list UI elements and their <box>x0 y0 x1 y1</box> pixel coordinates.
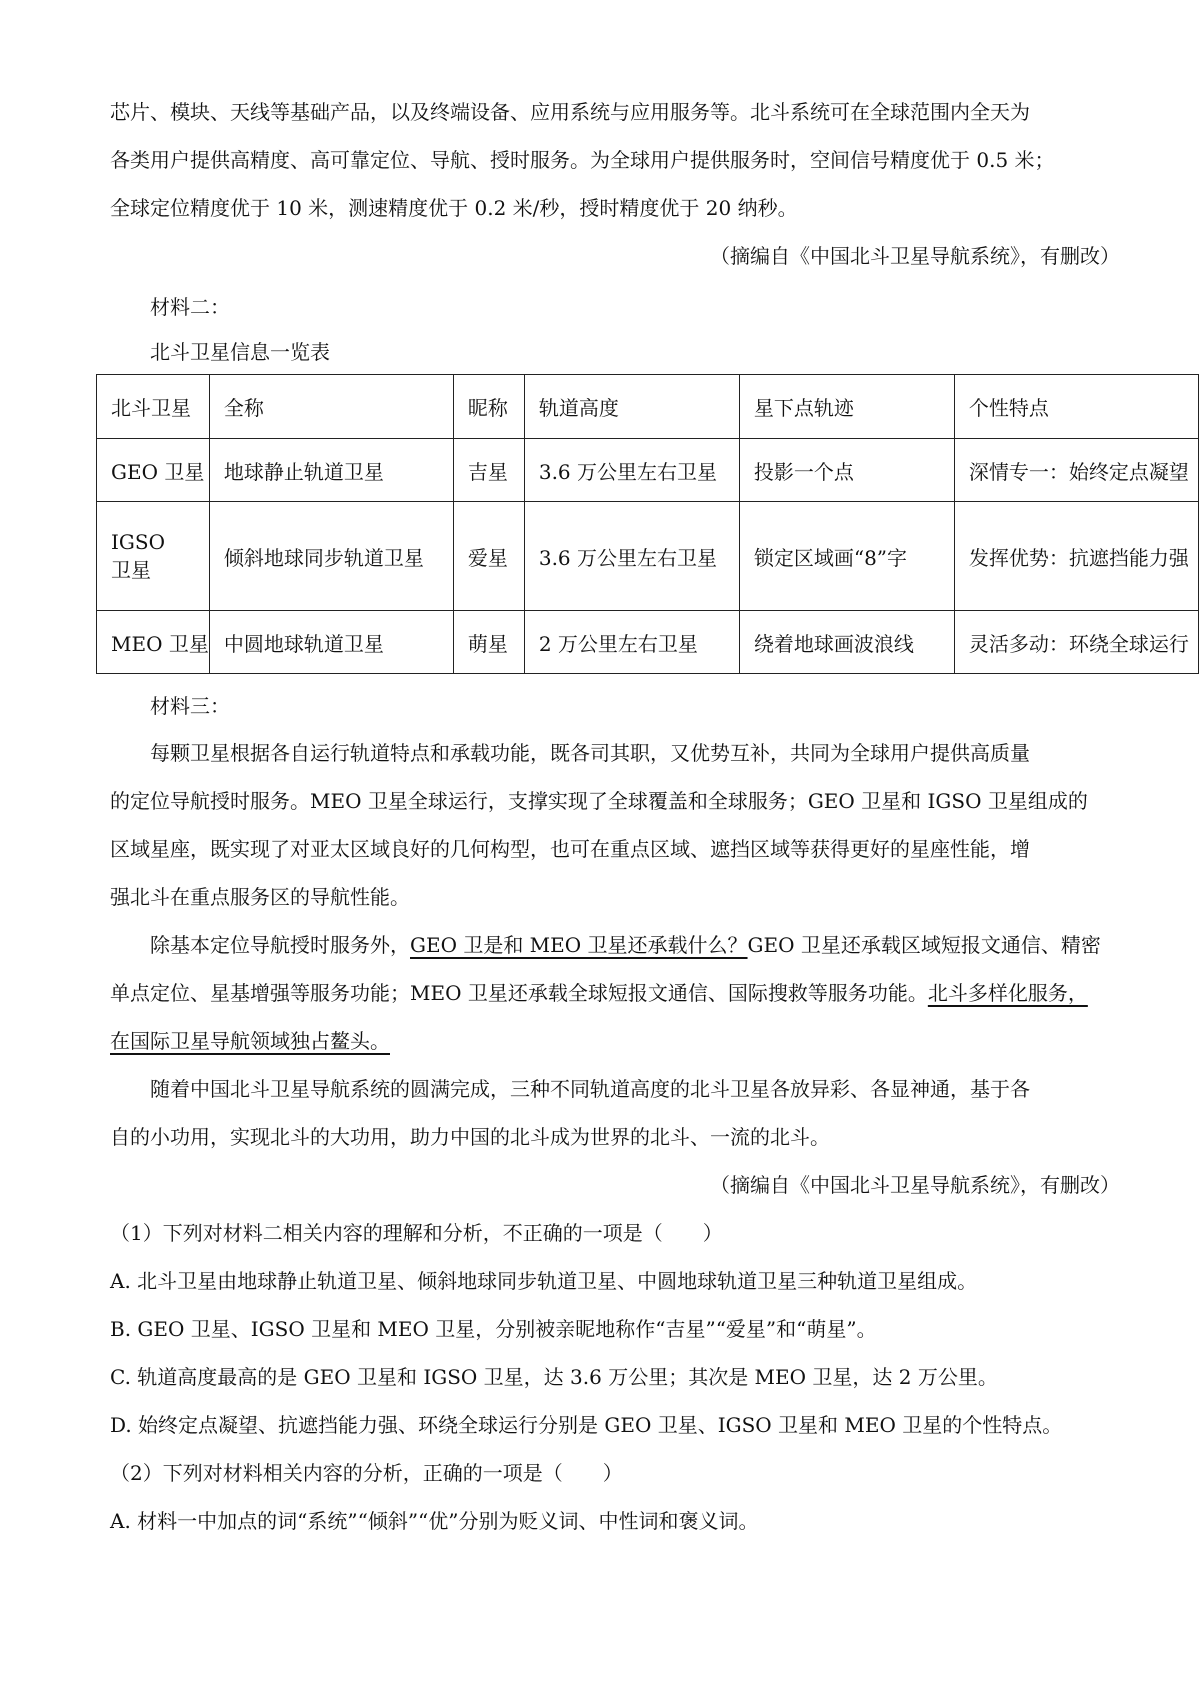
material-label: 材料二： <box>150 295 230 319</box>
table-cell: MEO 卫星 <box>97 611 210 674</box>
table-cell: 深情专一：始终定点凝望 <box>954 439 1198 502</box>
paragraph-line <box>150 930 1150 960</box>
table-header-cell: 个性特点 <box>954 375 1198 439</box>
table-header-cell: 昵称 <box>453 375 524 439</box>
table-cell: 绕着地球画波浪线 <box>739 611 954 674</box>
table-cell: 投影一个点 <box>739 439 954 502</box>
table-cell: 2 万公里左右卫星 <box>524 611 739 674</box>
paragraph-line: 自的小功用，实现北斗的大功用，助力中国的北斗成为世界的北斗、一流的北斗。 <box>110 1125 830 1149</box>
paragraph-line: 芯片、模块、天线等基础产品，以及终端设备、应用系统与应用服务等。北斗系统可在全球范围内全天为 <box>110 100 1030 124</box>
table-cell: 灵活多动：环绕全球运行 <box>954 611 1198 674</box>
paragraph-line: 全球定位精度优于 10 米，测速精度优于 0.2 米/秒，授时精度优于 20 纳秒。 <box>110 196 798 220</box>
text-run: 单点定位、星基增强等服务功能；MEO 卫星还承载全球短报文通信、国际搜救等服务功能。 <box>110 981 928 1005</box>
underlined-text: 在国际卫星导航领域独占鳌头。 <box>110 1029 390 1053</box>
table-cell: 发挥优势：抗遮挡能力强 <box>954 502 1198 611</box>
answer-option: D. 始终定点凝望、抗遮挡能力强、环绕全球运行分别是 GEO 卫星、IGSO 卫星和 MEO 卫星的个性特点。 <box>110 1413 1063 1437</box>
paragraph-line: 的定位导航授时服务。MEO 卫星全球运行，支撑实现了全球覆盖和全球服务；GEO 卫星和 IGSO 卫星组成的 <box>110 789 1088 813</box>
answer-option: C. 轨道高度最高的是 GEO 卫星和 IGSO 卫星，达 3.6 万公里；其次是 MEO 卫星，达 2 万公里。 <box>110 1365 998 1389</box>
table-cell: 中圆地球轨道卫星 <box>209 611 453 674</box>
paragraph-line: 强北斗在重点服务区的导航性能。 <box>110 885 410 909</box>
table-cell: 爱星 <box>453 502 524 611</box>
paragraph-line: 随着中国北斗卫星导航系统的圆满完成，三种不同轨道高度的北斗卫星各放异彩、各显神通，基于各 <box>150 1077 1030 1101</box>
table-cell: 萌星 <box>453 611 524 674</box>
paragraph-line <box>110 1026 1110 1056</box>
table-header-row <box>97 375 1199 439</box>
answer-option: A. 材料一中加点的词“系统”“倾斜”“优”分别为贬义词、中性词和褒义词。 <box>110 1509 759 1533</box>
source-citation: （摘编自《中国北斗卫星导航系统》，有删改） <box>710 244 1120 268</box>
paragraph-line: 每颗卫星根据各自运行轨道特点和承载功能，既各司其职，又优势互补，共同为全球用户提供高质量 <box>150 741 1030 765</box>
table-header-cell: 轨道高度 <box>524 375 739 439</box>
source-citation: （摘编自《中国北斗卫星导航系统》，有删改） <box>710 1173 1120 1197</box>
question-stem: （2）下列对材料相关内容的分析，正确的一项是（ ） <box>110 1461 623 1485</box>
paragraph-line: 区域星座，既实现了对亚太区域良好的几何构型，也可在重点区域、遮挡区域等获得更好的星座性能，增 <box>110 837 1030 861</box>
table-header-cell: 全称 <box>209 375 453 439</box>
table-row <box>97 439 1199 502</box>
table-header-cell: 北斗卫星 <box>97 375 210 439</box>
table-header-cell: 星下点轨迹 <box>739 375 954 439</box>
underlined-text: GEO 卫是和 MEO 卫星还承载什么？ <box>410 933 748 957</box>
table-title: 北斗卫星信息一览表 <box>150 340 330 364</box>
table-cell: 吉星 <box>453 439 524 502</box>
answer-option: B. GEO 卫星、IGSO 卫星和 MEO 卫星，分别被亲昵地称作“吉星”“爱星”和“萌星”。 <box>110 1317 877 1341</box>
table-row <box>97 502 1199 611</box>
paragraph-line: 各类用户提供高精度、高可靠定位、导航、授时服务。为全球用户提供服务时，空间信号精度优于 0.5 米； <box>110 148 1055 172</box>
question-stem: （1）下列对材料二相关内容的理解和分析，不正确的一项是（ ） <box>110 1221 723 1245</box>
underlined-text: 北斗多样化服务， <box>927 981 1088 1005</box>
table-cell: GEO 卫星 <box>97 439 210 502</box>
text-run: GEO 卫星还承载区域短报文通信、精密 <box>747 933 1101 957</box>
material-label: 材料三： <box>150 694 230 718</box>
table-cell: 地球静止轨道卫星 <box>209 439 453 502</box>
table-cell: 3.6 万公里左右卫星 <box>524 502 739 611</box>
table-cell: IGSO 卫星 <box>97 502 210 611</box>
table-cell: 倾斜地球同步轨道卫星 <box>209 502 453 611</box>
paragraph-line <box>110 978 1110 1008</box>
text-run: 除基本定位导航授时服务外， <box>150 933 410 957</box>
table-row <box>97 611 1199 674</box>
answer-option: A. 北斗卫星由地球静止轨道卫星、倾斜地球同步轨道卫星、中圆地球轨道卫星三种轨道卫星组成。 <box>110 1269 978 1293</box>
satellite-info-table <box>96 374 1199 674</box>
table-cell: 3.6 万公里左右卫星 <box>524 439 739 502</box>
table-cell: 锁定区域画“8”字 <box>739 502 954 611</box>
